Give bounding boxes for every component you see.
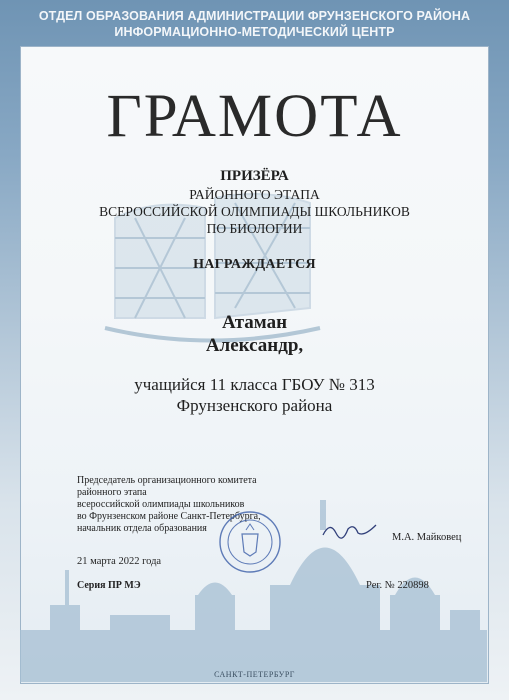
signatory-title xyxy=(77,475,337,535)
signatory-name: М.А. Майковец xyxy=(392,532,462,543)
header-line-2: ИНФОРМАЦИОННО-МЕТОДИЧЕСКИЙ ЦЕНТР xyxy=(114,25,395,39)
registration-number: Рег. № 220898 xyxy=(366,580,429,591)
official-stamp-icon xyxy=(218,510,282,574)
recipient-school: учащийся 11 класса ГБОУ № 313 xyxy=(134,375,375,394)
award-line-3: ПО БИОЛОГИИ xyxy=(206,221,303,236)
series-label: Серия ПР МЭ xyxy=(77,580,141,591)
recipient-surname: Атаман xyxy=(221,312,288,333)
header-banner xyxy=(0,8,509,40)
signatory-line: районного этапа xyxy=(77,487,147,498)
header-line-1: ОТДЕЛ ОБРАЗОВАНИЯ АДМИНИСТРАЦИИ ФРУНЗЕНСКОГО РАЙОНА xyxy=(38,9,471,23)
signatory-line: всероссийской олимпиады школьников xyxy=(77,499,245,510)
award-line-1: РАЙОННОГО ЭТАПА xyxy=(189,187,320,202)
certificate-title: ГРАМОТА xyxy=(106,83,403,150)
recipient-district: Фрунзенского района xyxy=(176,396,333,415)
issue-date: 21 марта 2022 года xyxy=(77,556,162,567)
award-line-2: ВСЕРОССИЙСКОЙ ОЛИМПИАДЫ ШКОЛЬНИКОВ xyxy=(99,204,410,219)
signature-icon xyxy=(320,519,380,541)
prizer-label: ПРИЗЁРА xyxy=(220,168,289,184)
recipient-first-name: Александр, xyxy=(205,335,304,356)
footer-city: САНКТ-ПЕТЕРБУРГ xyxy=(214,670,295,679)
signatory-line: начальник отдела образования xyxy=(77,523,207,534)
signatory-line: Председатель организационного комитета xyxy=(77,475,257,486)
signatory-line: во Фрунзенском районе Санкт-Петербурга, xyxy=(77,511,261,522)
awarded-label: НАГРАЖДАЕТСЯ xyxy=(193,257,316,272)
